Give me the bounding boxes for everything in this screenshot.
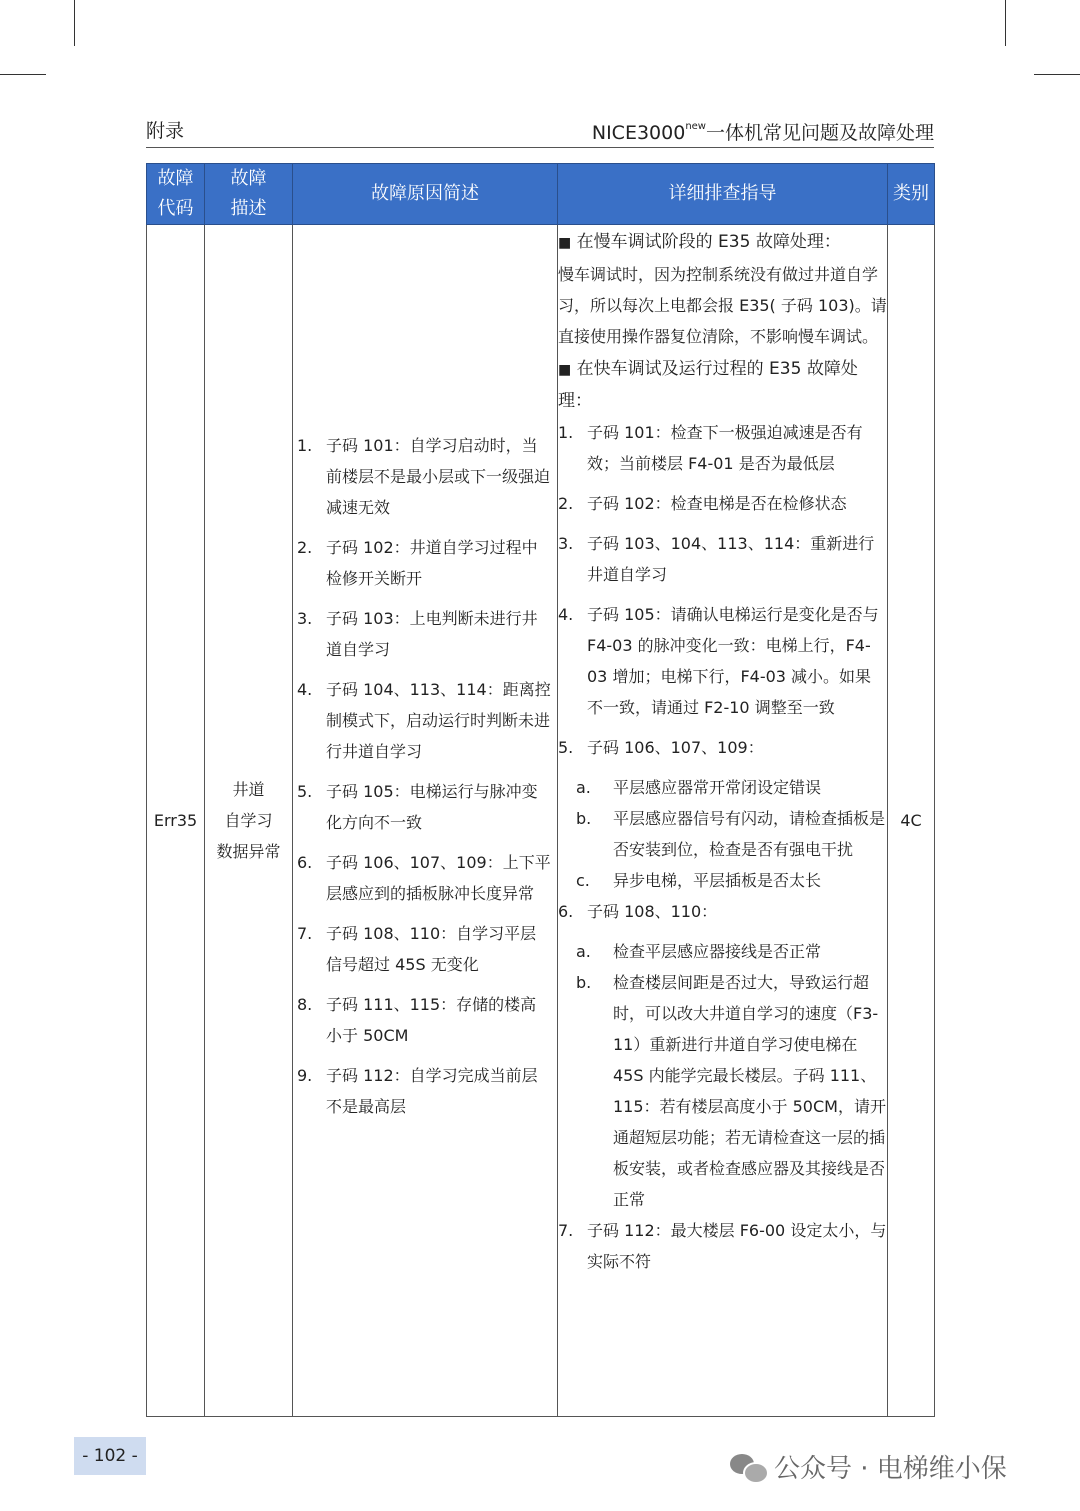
guide-section-fast: ■ 在快车调试及运行过程的 E35 故障处理： [558,359,858,411]
cause-list [293,225,557,1122]
watermark-text: 公众号 · 电梯维小保 [774,1454,1007,1484]
guide-cell [558,225,888,1417]
list-item: 6. 子码 108、110： [558,902,718,921]
list-item: 1. 子码 101：自学习启动时，当前楼层不是最小层或下一级强迫减速无效 [297,436,551,517]
list-item: 4. 子码 105：请确认电梯运行是变化是否与 F4-03 的脉冲变化一致：电梯上行，F4-03 增加；电梯下行，F4-03 减小。如果不一致，请通过 F2-10 调整至一致 [558,605,879,717]
sub-list-item: c. 异步电梯，平层插板是否太长 [576,871,822,890]
header-model-sup: new [685,120,706,132]
list-item: 3. 子码 103：上电判断未进行井道自学习 [297,609,538,659]
header-section: 附录 [146,120,185,142]
category-cell: 4C [888,225,935,1417]
header-guide: 详细排查指导 [558,164,888,225]
guide-section-slow: ■ 在慢车调试阶段的 E35 故障处理： [558,232,841,252]
list-item: 5. 子码 105：电梯运行与脉冲变化方向不一致 [297,782,538,832]
header-title [592,118,934,145]
header-fault-desc: 故障 描述 [205,164,293,225]
fault-code-cell: Err35 [147,225,205,1417]
header-topic: 一体机常见问题及故障处理 [705,122,934,144]
page-number: - 102 - [74,1437,146,1475]
list-item: 7. 子码 108、110：自学习平层信号超过 45S 无变化 [297,924,537,974]
table-header-row [147,164,935,225]
list-item: 6. 子码 106、107、109：上下平层感应到的插板脉冲长度异常 [297,853,551,903]
square-bullet-icon: ■ [558,362,572,378]
header-fault-code: 故障 代码 [147,164,205,225]
header-model: NICE3000 [591,122,686,144]
list-item: 9. 子码 112：自学习完成当前层不是最高层 [297,1066,538,1116]
crop-mark-top-right [1005,0,1006,46]
list-item: 2. 子码 102：检查电梯是否在检修状态 [558,494,847,513]
fault-desc-cell: 井道 自学习 数据异常 [205,225,293,1417]
sub-list-item: b. 检查楼层间距是否过大，导致运行超时，可以改大井道自学习的速度（F3-11）重新进行井道自学习使电梯在 45S 内能学完最长楼层。子码 111、115：若有楼层高度小于 50CM，请开通超短层功能；若无请检查这一层的插板安装，或者检查感应器及其接线是否正常 [576,973,886,1209]
sub-list-item: b. 平层感应器信号有闪动，请检查插板是否安装到位，检查是否有强电干扰 [576,809,886,859]
watermark [730,1448,1007,1485]
list-item: 5. 子码 106、107、109： [558,738,764,757]
cause-cell [293,225,558,1417]
table-row [147,225,935,1417]
sub-list-item: a. 平层感应器常开常闭设定错误 [576,778,822,797]
list-item: 8. 子码 111、115：存储的楼高小于 50CM [297,995,537,1045]
guide-slow-text: 慢车调试时，因为控制系统没有做过井道自学习，所以每次上电都会报 E35( 子码 103)。请直接使用操作器复位清除，不影响慢车调试。 [558,265,887,346]
crop-mark-left [0,74,46,75]
sub-list-item: a. 检查平层感应器接线是否正常 [576,942,822,961]
guide-content [558,225,887,1282]
list-item: 2. 子码 102：井道自学习过程中检修开关断开 [297,538,538,588]
list-item: 1. 子码 101：检查下一极强迫减速是否有效；当前楼层 F4-01 是否为最低层 [558,423,863,473]
crop-mark-right [1034,74,1080,75]
square-bullet-icon: ■ [558,235,572,251]
fault-table [146,163,935,1417]
list-item: 4. 子码 104、113、114：距离控制模式下，启动运行时判断未进行井道自学习 [297,680,551,761]
header-rule [146,147,934,148]
wechat-icon [730,1452,766,1482]
crop-mark-top-left [74,0,75,46]
header-category: 类别 [888,164,935,225]
list-item: 7. 子码 112：最大楼层 F6-00 设定太小，与实际不符 [558,1221,887,1271]
header-cause: 故障原因简述 [293,164,558,225]
list-item: 3. 子码 103、104、113、114：重新进行井道自学习 [558,534,875,584]
